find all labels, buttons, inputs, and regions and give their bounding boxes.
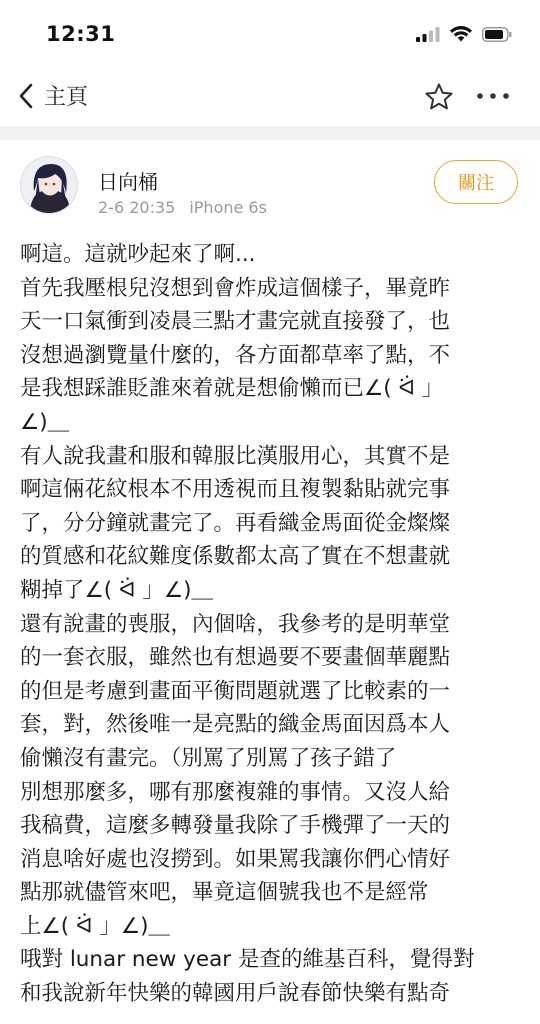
cellular-signal-icon xyxy=(416,26,440,42)
chevron-left-icon xyxy=(18,82,34,110)
back-button[interactable] xyxy=(18,80,88,111)
avatar-image xyxy=(21,157,78,214)
post-paragraph: 有人說我畫和服和韓服比漢服用心，其實不是 啊這倆花紋根本不用透視而且複製黏貼就完事 了，分分鐘就畫完了。再看織金馬面從金燦燦 的質感和花紋難度係數都太高了實在不想畫就 糊掉了∠( ᐛ 」∠)＿ xyxy=(20,443,451,603)
favorite-button[interactable] xyxy=(424,82,454,116)
post-paragraph: 別想那麼多，哪有那麼複雜的事情。又沒人給 我稿費，這麼多轉發量我除了手機彈了一天的 消息啥好處也沒撈到。如果罵我讓你們心情好 點那就儘管來吧，畢竟這個號我也不是經常 上∠( ᐛ 」∠)＿ xyxy=(20,779,451,939)
post-paragraph: 哦對 lunar new year 是查的維基百科，覺得對 和我說新年快樂的韓國用戶說春節快樂有點奇 xyxy=(20,947,475,1007)
status-icons xyxy=(416,26,512,42)
status-bar xyxy=(0,0,540,68)
author-name[interactable]: 日向桶 xyxy=(98,170,158,194)
post-paragraph: 首先我壓根兒沒想到會炸成這個樣子，畢竟昨 天一口氣衝到凌晨三點才畫完就直接發了，也 沒想過瀏覽量什麼的，各方面都草率了點，不 是我想踩誰貶誰來着就是想偷懶而已∠( ᐛ 」 ∠)＿ xyxy=(20,275,451,435)
avatar[interactable] xyxy=(20,156,78,214)
author-header xyxy=(0,140,540,230)
back-label: 主頁 xyxy=(44,85,89,110)
wifi-icon xyxy=(450,26,472,42)
post-date: 2-6 20:35 xyxy=(98,198,176,217)
post-body xyxy=(20,238,524,1011)
post-paragraph: 啊這。這就吵起來了啊... xyxy=(20,242,256,267)
status-time: 12:31 xyxy=(46,22,116,46)
battery-icon xyxy=(482,27,512,42)
follow-button[interactable]: 關注 xyxy=(434,160,518,204)
section-separator xyxy=(0,126,540,140)
post-device: iPhone 6s xyxy=(189,198,267,217)
more-button[interactable] xyxy=(476,84,510,112)
star-icon xyxy=(424,82,454,112)
more-icon xyxy=(476,84,510,108)
post-paragraph: 還有說畫的喪服，內個啥，我參考的是明華堂 的一套衣服，雖然也有想過要不要畫個華麗點 的但是考慮到畫面平衡問題就選了比較素的一 套，對，然後唯一是亮點的織金馬面因爲本人 偷懶沒有畫完。（別罵了別罵了孩子錯了 xyxy=(20,611,451,771)
nav-bar xyxy=(0,68,540,126)
post-meta xyxy=(98,198,267,217)
